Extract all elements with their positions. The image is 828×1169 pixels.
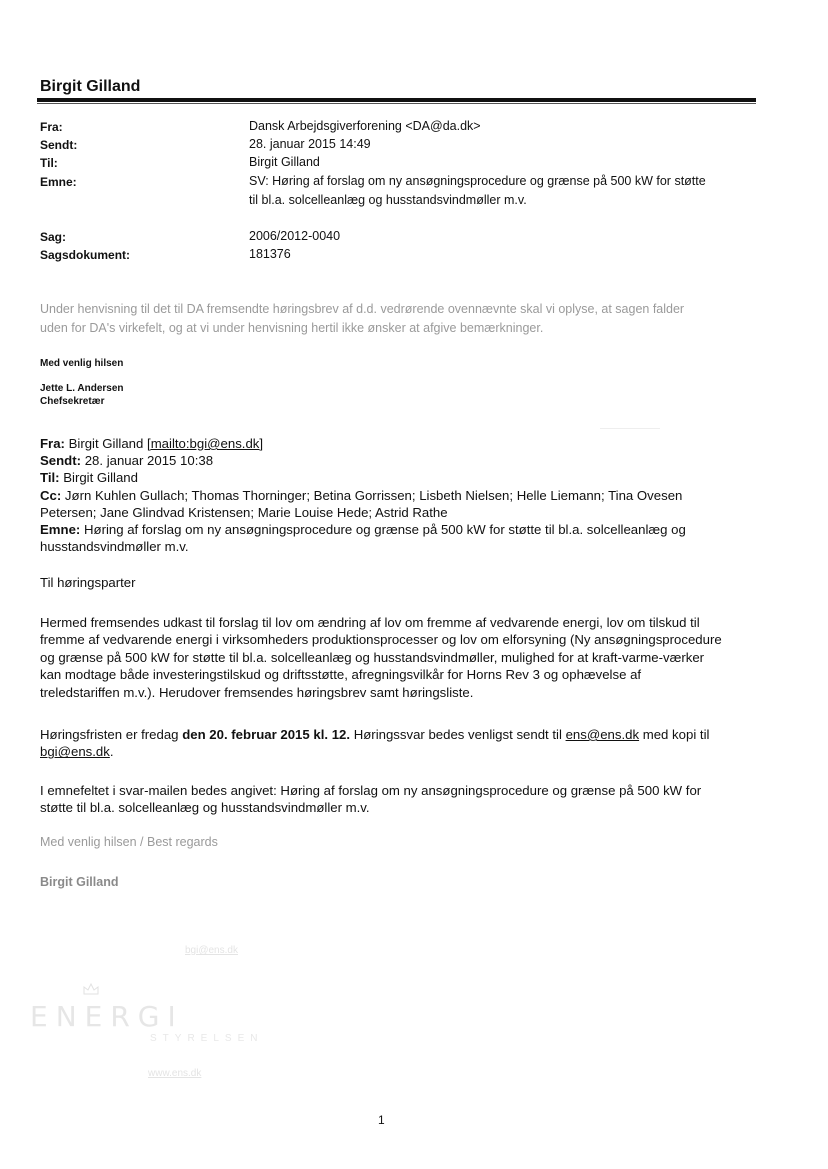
reply-text-line2: uden for DA's virkefelt, og at vi under henvisning hertil ikke ønsker at afgive bemærkninger. [40, 321, 544, 335]
case-document-value: 181376 [249, 247, 291, 261]
body-paragraph-1-line: Hermed fremsendes udkast til forslag til lov om ændring af lov om fremme af vedvarende energi, lov om tilskud til [40, 615, 700, 630]
forwarded-to-label: Til: [40, 470, 60, 485]
subject-value: SV: Høring af forslag om ny ansøgningsprocedure og grænse på 500 kW for støtte [249, 174, 706, 188]
reply-text-line1: Under henvisning til det til DA fremsendte høringsbrev af d.d. vedrørende ovennævnte skal vi oplyse, at sagen falder [40, 302, 685, 316]
reply-signature-title: Chefsekretær [40, 396, 105, 407]
signature-email-link[interactable]: bgi@ens.dk [185, 945, 238, 956]
crown-icon [82, 982, 100, 996]
forwarded-to [40, 469, 138, 486]
forwarded-cc-label: Cc: [40, 488, 62, 503]
from-value: Dansk Arbejdsgiverforening <DA@da.dk> [249, 119, 481, 133]
forwarded-cc-value-line2: Petersen; Jane Glindvad Kristensen; Marie Louise Hede; Astrid Rathe [40, 505, 448, 520]
forwarded-to-value: Birgit Gilland [63, 470, 138, 485]
forwarded-from-mailto-link[interactable]: [mailto:bgi@ens.dk] [147, 436, 264, 451]
forwarded-subject [40, 521, 686, 538]
body-paragraph-3-line: støtte til bl.a. solcelleanlæg og husstandsvindmøller m.v. [40, 800, 370, 816]
reply-signature-name: Jette L. Andersen [40, 383, 124, 394]
case-document-label: Sagsdokument: [40, 248, 131, 262]
deadline-date: den 20. februar 2015 kl. 12. [182, 727, 351, 742]
case-value: 2006/2012-0040 [249, 229, 341, 243]
deadline-intro: Høringsfristen er fredag [40, 727, 183, 742]
forwarded-from [40, 435, 263, 452]
from-label: Fra: [40, 120, 63, 134]
forwarded-from-value: Birgit Gilland [68, 436, 144, 451]
sender-name: Birgit Gilland [40, 78, 141, 95]
signature-name: Birgit Gilland [40, 875, 119, 889]
body-paragraph-1-line: kan modtage både investeringstilskud og driftsstøtte, afregningsvilkår for Horns Rev 3 og ophævelse af [40, 667, 642, 683]
energy-agency-logo-subtitle: STYRELSEN [150, 1033, 264, 1044]
body-paragraph-1-line: fremme af vedvarende energi i virksomheders produktionsprocesser og lov om elforsyning (Ny ansøgningsprocedure [40, 632, 722, 648]
closing-greeting: Med venlig hilsen / Best regards [40, 835, 218, 849]
subject-value-line2: til bl.a. solcelleanlæg og husstandsvindmøller m.v. [249, 193, 527, 207]
subject-label: Emne: [40, 175, 77, 189]
forwarded-sent-value: 28. januar 2015 10:38 [84, 453, 214, 468]
header-rule-thin [37, 103, 756, 104]
energy-agency-logo: ENERGI [30, 1000, 184, 1033]
body-paragraph-1-line: og grænse på 500 kW for støtte til bl.a. solcelleanlæg og husstandsvindmøller, mulighed for at kraft-varme-værker [40, 649, 705, 665]
body-paragraph-3 [40, 782, 760, 817]
forwarded-subject-value-line2: husstandsvindmøller m.v. [40, 539, 189, 554]
forwarded-from-label: Fra: [40, 436, 65, 451]
body-paragraph-2 [40, 726, 760, 761]
forwarded-cc-value: Jørn Kuhlen Gullach; Thomas Thorninger; Betina Gorrissen; Lisbeth Nielsen; Helle Liemann; Tina Ovesen [64, 488, 683, 503]
forwarded-subject-label: Emne: [40, 522, 81, 537]
sent-label: Sendt: [40, 138, 78, 152]
forwarded-sent [40, 452, 213, 469]
deadline-mid: Høringssvar bedes venligst sendt til [350, 727, 566, 742]
ens-email-link[interactable]: ens@ens.dk [565, 727, 640, 742]
forwarded-cc [40, 487, 682, 504]
body-paragraph-3-line: I emnefeltet i svar-mailen bedes angivet: Høring af forslag om ny ansøgningsprocedure og grænse på 500 kW for [40, 783, 702, 798]
body-paragraph-1-line: treledstariffen m.v.). Herudover fremsendes høringsbrev samt høringsliste. [40, 684, 474, 700]
to-value: Birgit Gilland [249, 155, 320, 169]
body-paragraph-1 [40, 614, 760, 701]
case-label: Sag: [40, 230, 67, 244]
forwarded-sent-label: Sendt: [40, 453, 82, 468]
divider [600, 428, 660, 429]
forwarded-subject-value: Høring af forslag om ny ansøgningsprocedure og grænse på 500 kW for støtte til bl.a. solcelleanlæg og [83, 522, 686, 537]
reply-greeting: Med venlig hilsen [40, 358, 124, 369]
deadline-copy-text: med kopi til [639, 727, 710, 742]
to-label: Til: [40, 156, 58, 170]
deadline-end: . [109, 744, 114, 760]
salutation: Til høringsparter [40, 575, 136, 590]
website-link[interactable]: www.ens.dk [148, 1068, 202, 1079]
sent-value: 28. januar 2015 14:49 [249, 137, 371, 151]
header-rule [37, 98, 756, 102]
bgi-email-link[interactable]: bgi@ens.dk [40, 744, 110, 760]
page-number: 1 [378, 1113, 385, 1127]
